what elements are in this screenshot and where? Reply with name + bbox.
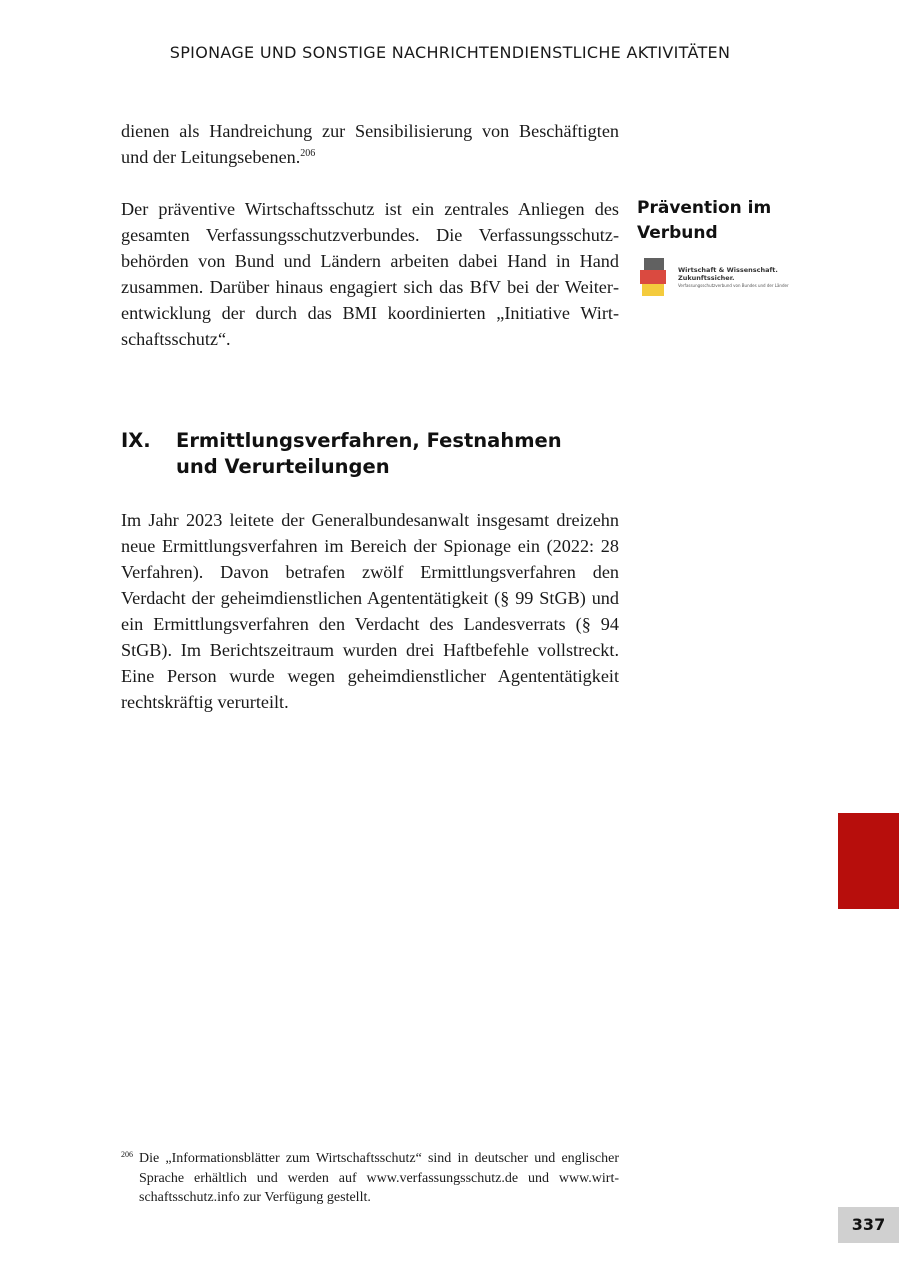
chapter-tab-marker	[838, 813, 899, 909]
section-title: Ermittlungsverfahren, Festnahmen und Verurteilungen	[176, 429, 562, 478]
wirtschaftsschutz-logo	[638, 254, 816, 302]
section-number: IX.	[121, 429, 151, 452]
logo-line-1: Wirtschaft & Wissenschaft.	[678, 266, 778, 274]
paragraph-intro	[121, 118, 619, 170]
eagle-flag-icon	[638, 256, 672, 300]
footnote-text: Die „Informationsblätter zum Wirtschaftsschutz“ sind in deutscher und englischer Sprache erhältlich und werden auf www.verfassungsschutz.de und www.wirtschaftsschutz.info zur Verfügung gestellt.	[139, 1151, 619, 1205]
paragraph-prevention	[121, 196, 619, 352]
footnote	[121, 1149, 619, 1208]
paragraph-text: Der präventive Wirtschaftsschutz ist ein zentrales Anliegen des gesamten Verfassungsschutzverbundes. Die Verfassungsschutzbehörden von Bund und Ländern arbeiten dabei Hand in Hand zusammen. Darüber hinaus engagiert sich das BfV bei der Weiterentwicklung der durch das BMI koordinierten „Initiative Wirtschaftsschutz“.	[121, 199, 619, 349]
paragraph-text: dienen als Handreichung zur Sensibilisierung von Beschäftigten und der Leitungsebenen.	[121, 121, 619, 167]
footnote-number: 206	[121, 1150, 133, 1159]
section-heading	[121, 428, 601, 480]
logo-line-3: Verfassungsschutzverbund von Bundes und der Länder	[678, 283, 789, 288]
paragraph-investigations	[121, 507, 619, 715]
paragraph-text: Im Jahr 2023 leitete der Generalbundesanwalt insgesamt dreizehn neue Ermittlungsverfahren im Bereich der Spionage ein (2022: 28 Verfahren). Davon betrafen zwölf Ermittlungsverfahren den Verdacht der geheimdienstlichen Agententätigkeit (§ 99 StGB) und ein Ermittlungsverfahren den Verdacht des Landesverrats (§ 94 StGB). Im Berichtszeitraum wurden drei Haftbefehle vollstreckt. Eine Person wurde wegen geheimdienstlicher Agententätigkeit rechtskräftig verurteilt.	[121, 510, 619, 712]
running-head: SPIONAGE UND SONSTIGE NACHRICHTENDIENSTLICHE AKTIVITÄTEN	[169, 43, 731, 62]
logo-text	[678, 266, 789, 290]
logo-line-2: Zukunftssicher.	[678, 274, 735, 282]
footnote-reference[interactable]: 206	[300, 148, 316, 159]
margin-note-title: Prävention im Verbund	[637, 198, 772, 243]
page-number: 337	[838, 1207, 899, 1243]
